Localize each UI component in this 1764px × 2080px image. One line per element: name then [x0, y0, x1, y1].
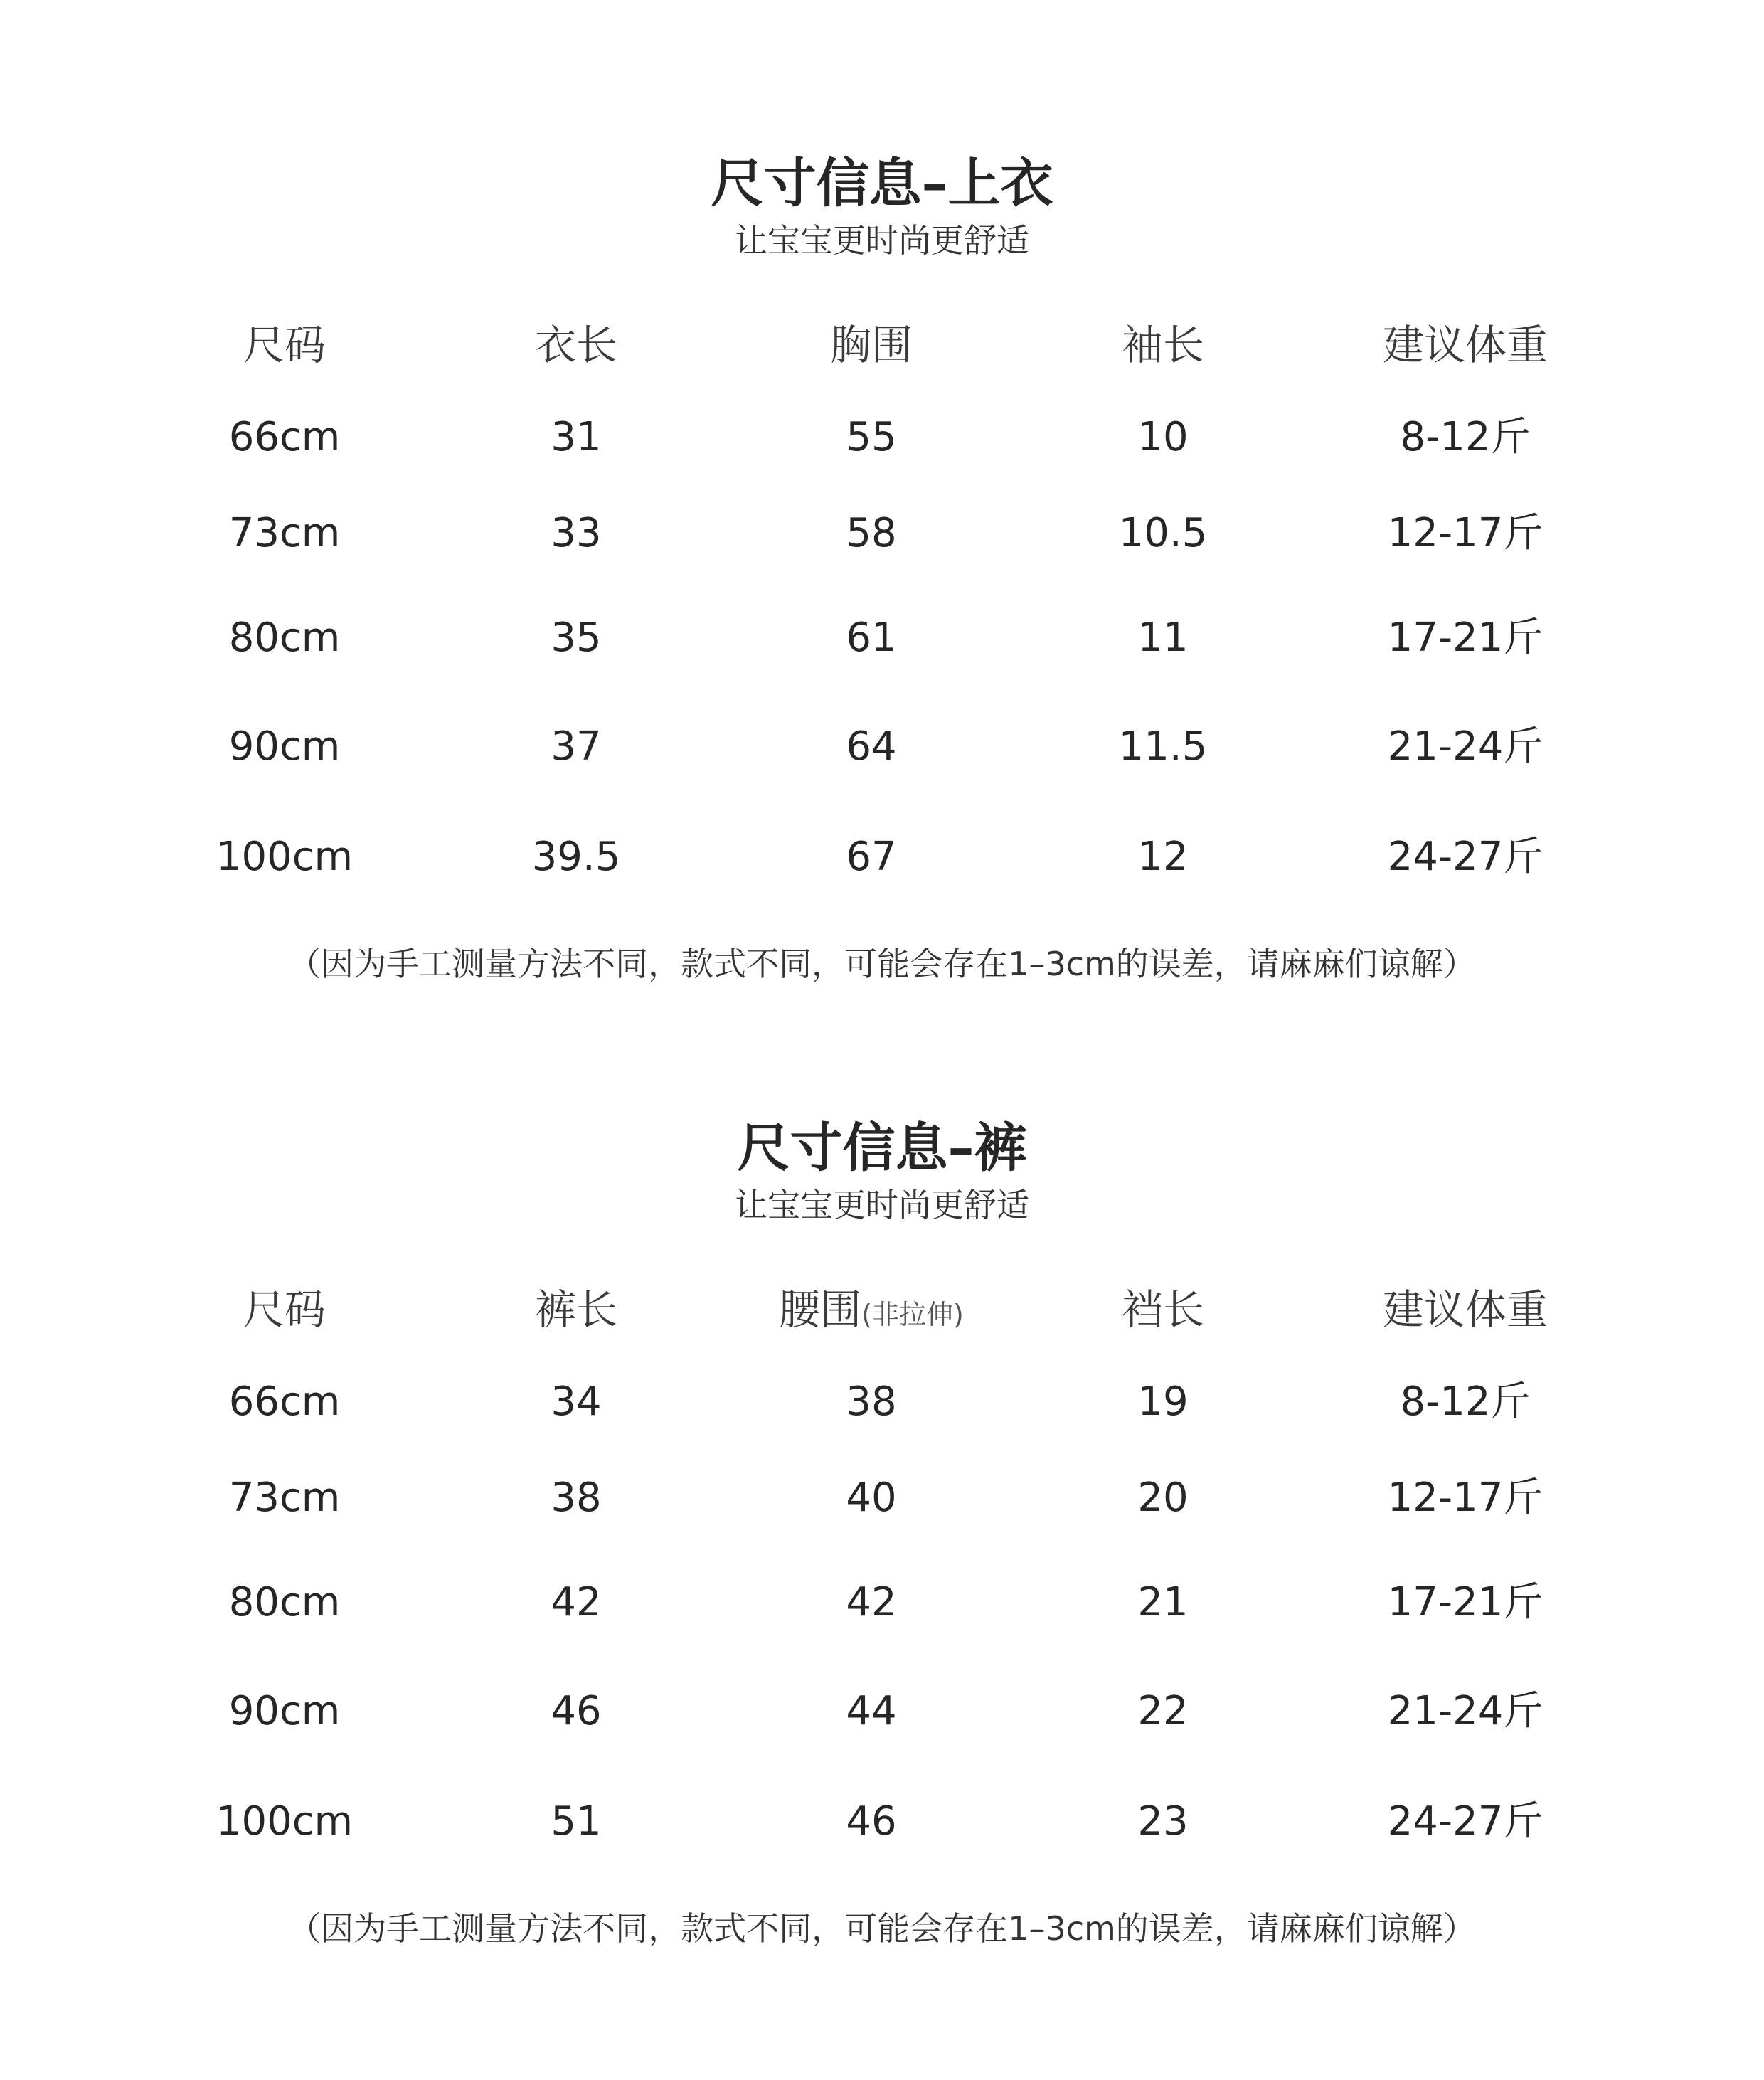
cell-sleeve: 10 [1137, 414, 1189, 460]
cell-rise: 20 [1137, 1475, 1189, 1521]
cell-sleeve: 10.5 [1118, 510, 1208, 556]
header-size: 尺码 [243, 321, 326, 369]
table-row [142, 1370, 1622, 1434]
cell-waist: 42 [846, 1579, 897, 1625]
cell-weight: 24-27斤 [1387, 834, 1544, 880]
cell-sleeve: 11 [1137, 615, 1189, 661]
cell-pant-length: 42 [551, 1579, 602, 1625]
header-weight: 建议体重 [1382, 1285, 1548, 1334]
cell-waist: 40 [846, 1475, 897, 1521]
measurement-footnote: （因为手工测量方法不同，款式不同，可能会存在1–3cm的误差，请麻麻们谅解） [288, 945, 1476, 983]
table-header [142, 313, 1622, 377]
cell-waist: 38 [846, 1379, 897, 1425]
cell-weight: 8-12斤 [1400, 1379, 1531, 1425]
cell-size: 80cm [228, 615, 341, 661]
cell-rise: 23 [1137, 1798, 1189, 1845]
cell-chest: 55 [846, 414, 897, 460]
cell-sleeve: 12 [1137, 834, 1189, 880]
header-chest: 胸围 [829, 321, 913, 369]
cell-weight: 12-17斤 [1387, 1475, 1544, 1521]
table-row [142, 1571, 1622, 1635]
section-title: 尺寸信息–上衣 [711, 153, 1053, 214]
cell-pant-length: 51 [551, 1798, 602, 1845]
header-size: 尺码 [243, 1285, 326, 1334]
cell-rise: 22 [1137, 1688, 1189, 1734]
cell-sleeve: 11.5 [1118, 723, 1208, 770]
section-title: 尺寸信息–裤 [737, 1118, 1027, 1179]
cell-size: 100cm [216, 834, 354, 880]
header-waist [726, 1278, 1017, 1342]
cell-size: 66cm [228, 414, 341, 460]
cell-rise: 21 [1137, 1579, 1189, 1625]
cell-size: 73cm [228, 510, 341, 556]
cell-weight: 21-24斤 [1387, 1688, 1544, 1734]
section-subtitle: 让宝宝更时尚更舒适 [735, 221, 1029, 260]
cell-length: 35 [551, 615, 602, 661]
header-sleeve: 袖长 [1121, 321, 1204, 369]
cell-size: 100cm [216, 1798, 354, 1845]
cell-weight: 12-17斤 [1387, 510, 1544, 556]
cell-length: 37 [551, 723, 602, 770]
cell-weight: 24-27斤 [1387, 1798, 1544, 1845]
cell-chest: 64 [846, 723, 897, 770]
cell-waist: 46 [846, 1798, 897, 1845]
table-row [142, 606, 1622, 670]
cell-chest: 67 [846, 834, 897, 880]
header-pant-length: 裤长 [534, 1285, 617, 1334]
measurement-footnote: （因为手工测量方法不同，款式不同，可能会存在1–3cm的误差，请麻麻们谅解） [288, 1909, 1476, 1948]
table-row [142, 405, 1622, 469]
header-weight: 建议体重 [1382, 321, 1548, 369]
cell-pant-length: 34 [551, 1379, 602, 1425]
cell-length: 31 [551, 414, 602, 460]
section-subtitle: 让宝宝更时尚更舒适 [735, 1186, 1029, 1224]
cell-pant-length: 46 [551, 1688, 602, 1734]
header-waist-label: 腰围 [779, 1285, 862, 1334]
cell-size: 80cm [228, 1579, 341, 1625]
cell-size: 90cm [228, 1688, 341, 1734]
table-row [142, 1466, 1622, 1530]
cell-length: 39.5 [531, 834, 621, 880]
table-header [142, 1278, 1622, 1342]
table-row [142, 502, 1622, 566]
table-row [142, 1680, 1622, 1744]
cell-chest: 61 [846, 615, 897, 661]
cell-waist: 44 [846, 1688, 897, 1734]
table-row [142, 1790, 1622, 1854]
cell-size: 90cm [228, 723, 341, 770]
cell-weight: 21-24斤 [1387, 723, 1544, 770]
cell-length: 33 [551, 510, 602, 556]
cell-chest: 58 [846, 510, 897, 556]
header-length: 衣长 [534, 321, 617, 369]
cell-weight: 17-21斤 [1387, 1579, 1544, 1625]
cell-pant-length: 38 [551, 1475, 602, 1521]
cell-rise: 19 [1137, 1379, 1189, 1425]
cell-size: 73cm [228, 1475, 341, 1521]
cell-size: 66cm [228, 1379, 341, 1425]
table-row [142, 825, 1622, 889]
cell-weight: 8-12斤 [1400, 414, 1531, 460]
header-rise: 裆长 [1121, 1285, 1204, 1334]
cell-weight: 17-21斤 [1387, 615, 1544, 661]
table-row [142, 715, 1622, 779]
header-waist-note: (非拉伸) [861, 1299, 964, 1330]
